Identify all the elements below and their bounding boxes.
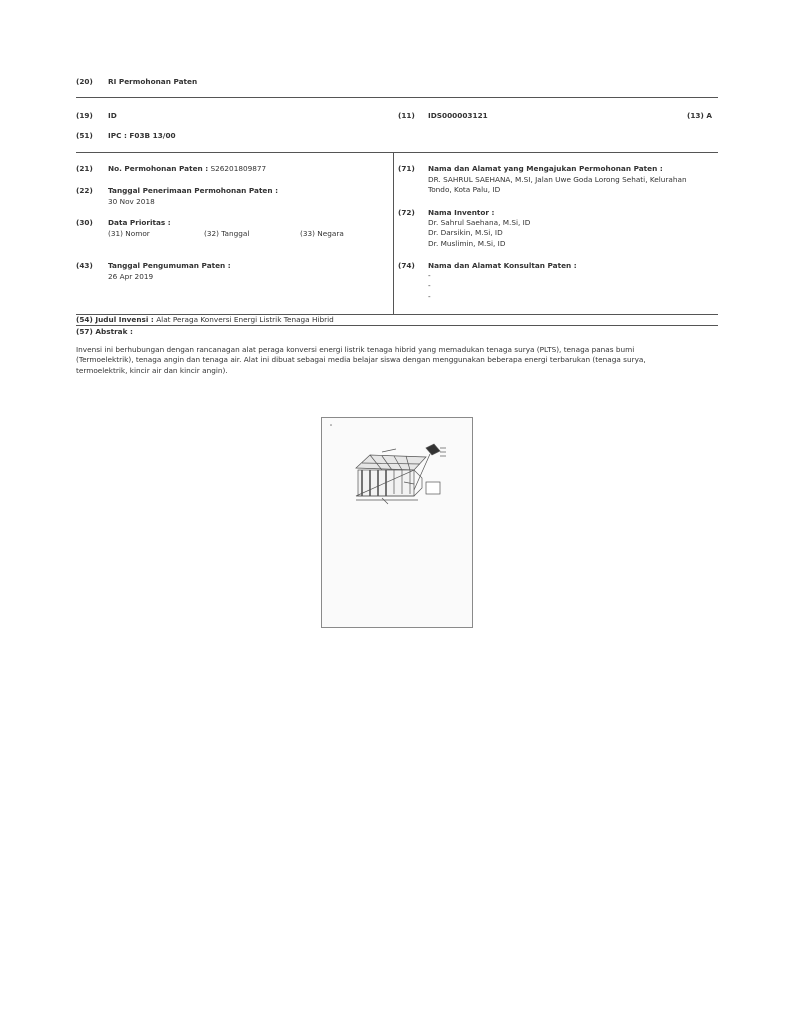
inid-code-43: (43) [76, 261, 93, 270]
invention-title-value: Alat Peraga Konversi Energi Listrik Tenaga Hibrid [156, 315, 334, 324]
applicant-label: Nama dan Alamat yang Mengajukan Permohonan Paten : [428, 164, 663, 173]
invention-title-field [76, 315, 334, 324]
applicant-address [428, 175, 718, 196]
priority-country-column: (33) Negara [300, 229, 344, 238]
application-number-field [108, 164, 266, 173]
hybrid-energy-apparatus-drawing [322, 418, 474, 629]
applicant-line: DR. SAHRUL SAEHANA, M.SI, Jalan Uwe Goda Lorong Sehati, Kelurahan [428, 175, 687, 184]
inid-code-51: (51) [76, 131, 93, 140]
application-number-value: S26201809877 [210, 164, 267, 173]
inid-code-21: (21) [76, 164, 93, 173]
priority-date-column: (32) Tanggal [204, 229, 250, 238]
publication-date-label: Tanggal Pengumuman Paten : [108, 261, 231, 270]
abstract-line: termoelektrik, kincir air dan kincir angin). [76, 365, 228, 375]
filing-date-label: Tanggal Penerimaan Permohonan Paten : [108, 186, 279, 195]
application-number-label: No. Permohonan Paten : [108, 164, 209, 173]
inventor-name: Dr. Darsikin, M.Si, ID [428, 228, 503, 238]
kind-code: (13) A [686, 111, 712, 120]
consultant-line: - [428, 281, 431, 291]
abstract-text [76, 345, 718, 376]
inid-code-74: (74) [398, 261, 415, 270]
inventor-name: Dr. Sahrul Saehana, M.Si, ID [428, 218, 531, 227]
consultant-line: - [428, 291, 431, 301]
consultant-label: Nama dan Alamat Konsultan Paten : [428, 261, 577, 270]
inid-code-71: (71) [398, 164, 415, 173]
inid-code-30: (30) [76, 218, 93, 227]
priority-data-label: Data Prioritas : [108, 218, 171, 227]
abstract-line: Invensi ini berhubungan dengan rancanagan alat peraga konversi energi listrik tenaga hibrid yang memadukan tenaga surya (PLTS), tenaga panas bumi [76, 345, 635, 354]
inventor-list [428, 218, 530, 249]
consultant-details [428, 271, 431, 302]
inid-code-11: (11) [398, 111, 415, 120]
patent-drawing-thumbnail [321, 417, 473, 628]
inid-code-22: (22) [76, 186, 93, 195]
publication-number: IDS000003121 [428, 111, 488, 120]
document-type: RI Permohonan Paten [108, 77, 198, 86]
consultant-line: - [428, 271, 431, 280]
inventor-name: Dr. Muslimin, M.Si, ID [428, 238, 506, 248]
inid-code-19: (19) [76, 111, 93, 120]
publication-date-value: 26 Apr 2019 [108, 272, 154, 281]
invention-title-label: (54) Judul Invensi : [76, 315, 154, 324]
abstract-label: (57) Abstrak : [76, 327, 133, 336]
divider-top [76, 97, 718, 98]
abstract-line: (Termoelektrik), tenaga angin dan tenaga air. Alat ini dibuat sebagai media belajar siswa dengan menggunakan beberapa energi terbarukan (tenaga surya, [76, 355, 646, 365]
priority-number-column: (31) Nomor [108, 229, 150, 238]
divider-bibliographic-top [76, 152, 718, 153]
inventor-label: Nama Inventor : [428, 208, 495, 217]
divider-title-bottom [76, 325, 718, 326]
applicant-line: Tondo, Kota Palu, ID [428, 185, 501, 195]
inid-code-20: (20) [76, 77, 93, 86]
inid-code-72: (72) [398, 208, 415, 217]
column-divider [393, 152, 394, 314]
ipc-classification: IPC : F03B 13/00 [108, 131, 176, 140]
filing-date-value: 30 Nov 2018 [108, 197, 155, 206]
country-code: ID [108, 111, 117, 120]
